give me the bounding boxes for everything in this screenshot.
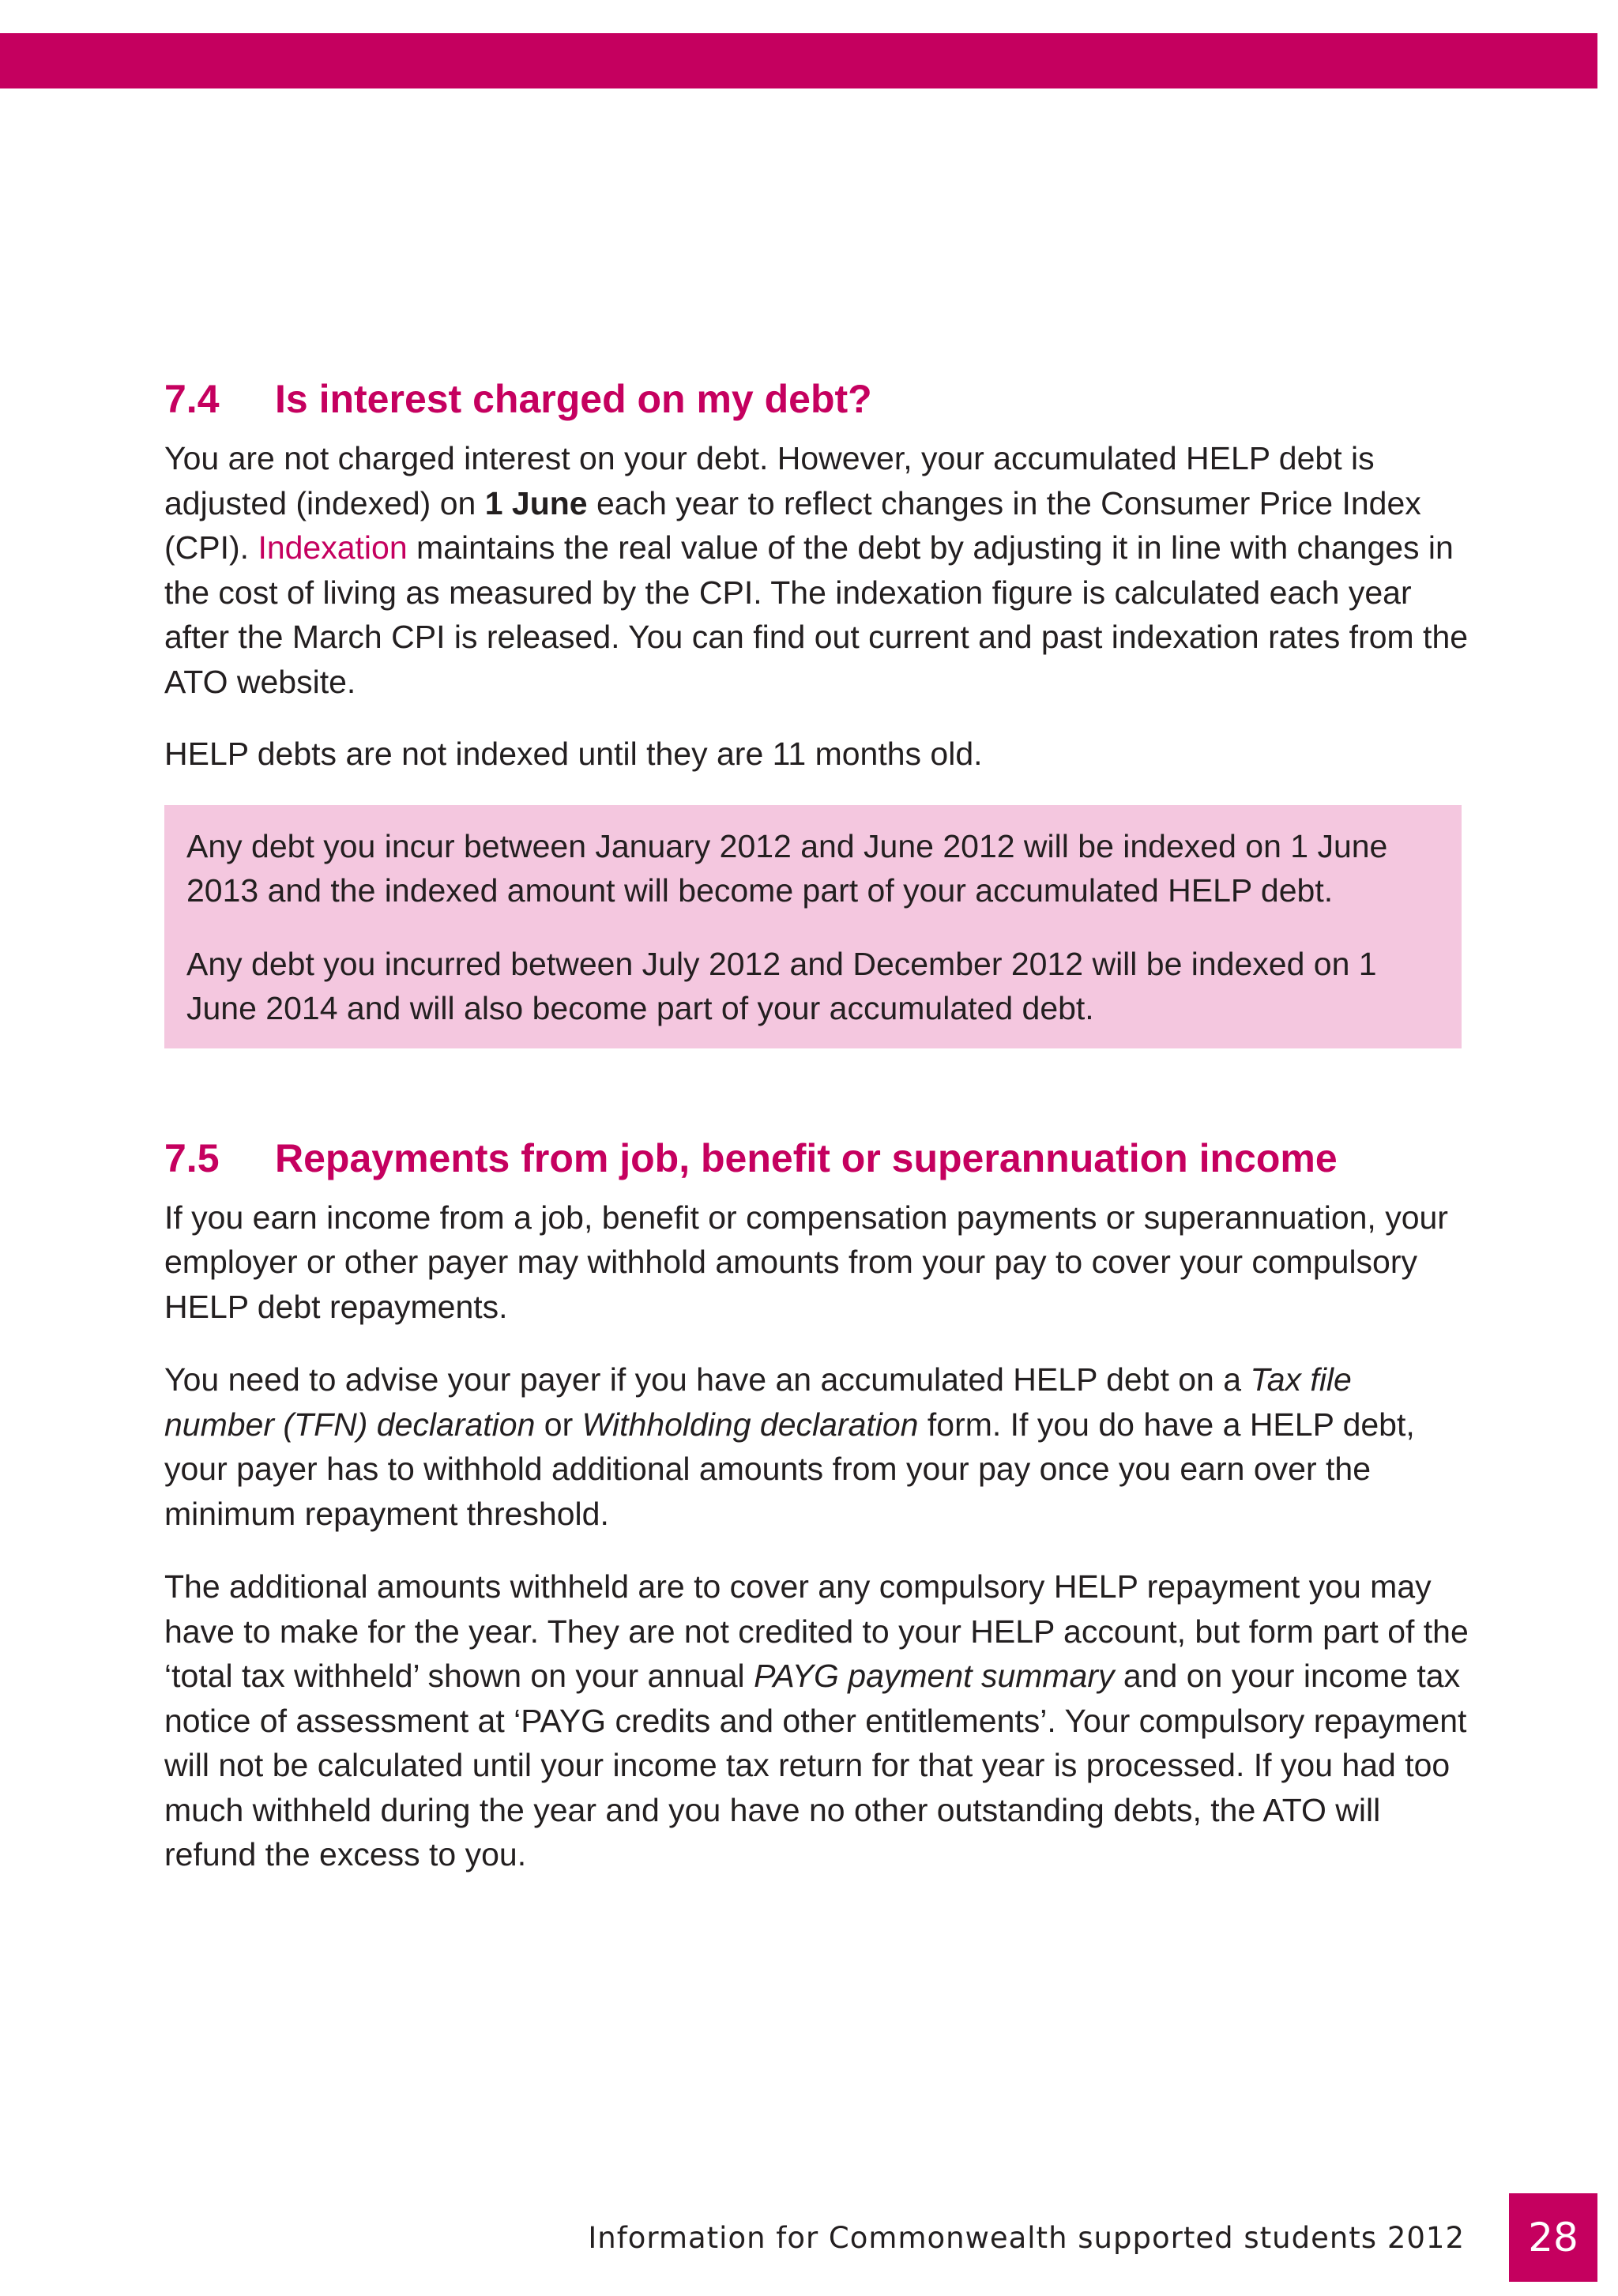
paragraph-additional-amounts — [164, 1564, 1469, 1877]
section-heading-7-5 — [164, 1131, 1469, 1186]
form-name-payg: PAYG payment summary — [754, 1658, 1115, 1694]
example-callout-box — [164, 805, 1462, 1048]
text-run: or — [535, 1406, 582, 1443]
page-content — [164, 371, 1469, 1877]
text-run: maintains the real value of the debt by adjusting it in line with changes in the cost of living as measured by the CPI. The indexation figure is calculated each year after the March CPI is released. You can find out current and past indexation rates from the ATO website. — [164, 529, 1469, 700]
paragraph-advise-payer — [164, 1357, 1469, 1536]
paragraph-indexing-age: HELP debts are not indexed until they are 11 months old. — [164, 736, 983, 772]
footer-publication-title: Information for Commonwealth supported students 2012 — [588, 2221, 1465, 2255]
section-7-4 — [164, 371, 1469, 1048]
section-number: 7.5 — [164, 1135, 220, 1180]
text-run: You are not charged interest on your debt. However, your accumulated HELP debt is adjusted (indexed) on — [164, 440, 1375, 521]
callout-paragraph-1: Any debt you incur between January 2012 and June 2012 will be indexed on 1 June 2013 and the indexed amount will become part of your accumulated HELP debt. — [186, 827, 1388, 909]
text-run: form. If you do have a HELP debt, your payer has to withhold additional amounts from your pay once you earn over the minimum repayment threshold. — [164, 1406, 1415, 1532]
callout-paragraph-2: Any debt you incurred between July 2012 and December 2012 will be indexed on 1 June 2014 and will also become part of your accumulated debt. — [186, 945, 1377, 1026]
section-title: Is interest charged on my debt? — [275, 377, 872, 421]
form-name-withholding: Withholding declaration — [581, 1406, 919, 1443]
section-7-5 — [164, 1131, 1469, 1877]
paragraph-interest — [164, 436, 1469, 704]
section-title: Repayments from job, benefit or superannuation income — [275, 1135, 1338, 1180]
form-name-tfn: Tax file number (TFN) declaration — [164, 1361, 1352, 1443]
text-run: and on your income tax notice of assessment at ‘PAYG credits and other entitlements’. Your compulsory repayment will not be calculated until your income tax return for that year is processed. If you had too much withheld during the year and you have no other outstanding debts, the ATO will refund the excess to you. — [164, 1658, 1467, 1873]
text-run: each year to reflect changes in the Consumer Price Index (CPI). — [164, 484, 1421, 566]
section-number: 7.4 — [164, 377, 220, 421]
header-color-bar — [0, 33, 1597, 88]
bold-date: 1 June — [484, 484, 588, 521]
text-run: You need to advise your payer if you have an accumulated HELP debt on a — [164, 1361, 1251, 1398]
text-run: The additional amounts withheld are to cover any compulsory HELP repayment you may have to make for the year. They are not credited to your HELP account, but form part of the ‘total tax withheld’ shown on your annual — [164, 1568, 1469, 1694]
indexation-link[interactable]: Indexation — [258, 529, 408, 566]
paragraph-withholding: If you earn income from a job, benefit or compensation payments or superannuation, your employer or other payer may withhold amounts from your pay to cover your compulsory HELP debt repayments. — [164, 1199, 1448, 1325]
section-heading-7-4 — [164, 371, 1469, 427]
page-number-badge: 28 — [1509, 2193, 1597, 2282]
